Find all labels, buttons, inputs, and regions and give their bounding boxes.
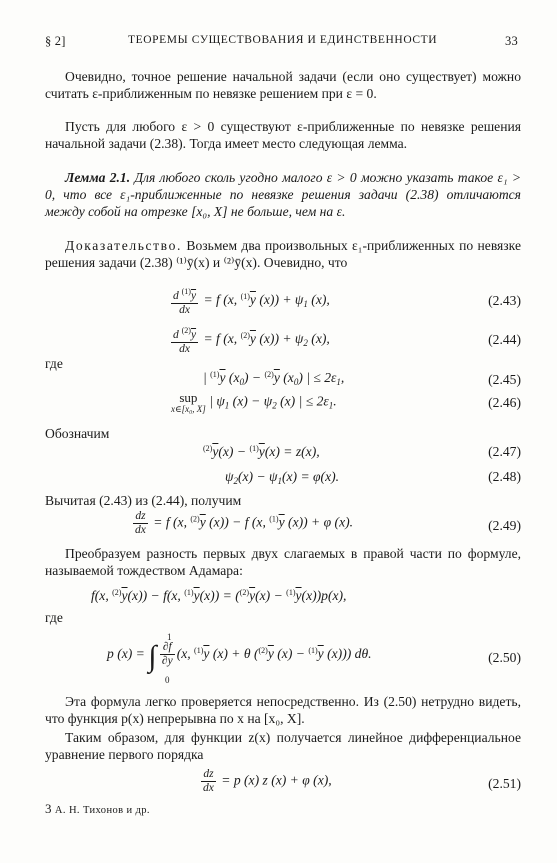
proof-paragraph: [45, 237, 521, 271]
lemma-2-1: [45, 169, 521, 221]
equation-2-49-formula: $\frac{dz}{dx}$ = f (x, $^{(2)}\overline{y}$ (x)) − f (x, $^{(1)}\overline{y}$ (x)) + φ (x).: [135, 510, 354, 536]
equation-hadamard: [45, 588, 521, 618]
integral-lower-limit: 0: [165, 675, 170, 685]
equation-hadamard-formula: f(x, $^{(2)}\overline{y}(x)) - f(x$, $^{(1)}\overline{y}(x)) = (^{(2)}\overline{y}(x) - ^{(1)}\overline{y}(x))p(x)$,: [91, 588, 347, 603]
equation-2-48-formula: $\psi_2(x) - \psi_1(x) = \varphi(x)$.: [225, 469, 340, 486]
header-title: ТЕОРЕМЫ СУЩЕСТВОВАНИЯ И ЕДИНСТВЕННОСТИ: [128, 34, 438, 46]
paragraph-exact-solution: Очевидно, точное решение начальной задачи (если оно существует) можно считать ε-приближенным по невязке решением при ε = 0.: [45, 69, 521, 102]
label-where: где: [45, 356, 63, 371]
integral-upper-limit: 1: [167, 632, 172, 642]
header-section: § 2]: [45, 34, 66, 48]
label-denote: Обозначим: [45, 426, 110, 441]
equation-number: (2.43): [488, 293, 521, 308]
equation-2-50-formula: p (x) = ∫ $\frac{\partial f}{\partial y}$ (x, $^{(1)}\overline{y}$ (x) + θ ($^{(2)}\overline{y}$ $(x) - ^{(1)}\overline{y}$ (x))) dθ.: [107, 640, 372, 673]
paragraph-suppose: Пусть для любого ε > 0 существуют ε-приближенные по невязке решения начальной задачи (2.38). Тогда имеет место следующая лемма.: [45, 119, 521, 152]
equation-2-47-formula: $^{(2)}\overline{y}(x) - ^{(1)}\overline{y}(x) = z(x)$,: [203, 444, 320, 459]
equation-2-43: [45, 285, 521, 315]
paragraph-continuity: Эта формула легко проверяется непосредственно. Из (2.50) нетрудно видеть, что функция p(x) непрерывна по x на [x₀, X].: [45, 694, 521, 727]
equation-2-43-formula: $\frac{d ^{(1)}\overline{y}}{dx}$ = f (x, $^{(1)}\overline{y}$ $(x)) + \psi_1$ (x),: [173, 287, 330, 316]
equation-2-51: [45, 768, 521, 798]
equation-number: (2.48): [488, 469, 521, 484]
equation-2-46: [45, 391, 521, 421]
equation-2-45-formula: | $^{(1)}\overline{y}$ $(x_0) - ^{(2)}\overline{y}$ $(x_0)$ | ≤ $2\varepsilon_1$,: [203, 370, 345, 387]
equation-number: (2.49): [488, 518, 521, 533]
signature-mark: 3: [45, 801, 52, 816]
equation-number: (2.47): [488, 444, 521, 459]
proof-text: Возьмем два произвольных ε₁-приближенных по невязке решения задачи (2.38) ⁽¹⁾ȳ(x) и ⁽²⁾ȳ(x). Очевидно, что: [45, 238, 521, 271]
footer-text: А. Н. Тихонов и др.: [54, 805, 150, 816]
lemma-title: Лемма 2.1.: [65, 170, 131, 185]
paragraph-linear-equation: Таким образом, для функции z(x) получается линейное дифференциальное уравнение первого порядка: [45, 730, 521, 763]
equation-number: (2.51): [488, 776, 521, 791]
equation-number: (2.44): [488, 332, 521, 347]
equation-2-44: [45, 324, 521, 354]
equation-2-50: [45, 632, 521, 684]
page-number: 33: [505, 34, 518, 48]
equation-2-49: [45, 510, 521, 540]
proof-word: Доказательство.: [65, 238, 183, 253]
equation-number: (2.46): [488, 395, 521, 410]
equation-2-51-formula: $\frac{dz}{dx}$ = p (x) z (x) + φ (x),: [203, 768, 332, 794]
equation-number: (2.45): [488, 372, 521, 387]
equation-2-46-formula: sup x∈[x₀, X] | $\psi_1$ $(x) - \psi_2$ (x) | ≤ $2\varepsilon_1$.: [171, 390, 337, 414]
equation-2-44-formula: $\frac{d ^{(2)}\overline{y}}{dx}$ = f (x, $^{(2)}\overline{y}$ $(x)) + \psi_2$ (x),: [173, 326, 330, 355]
label-subtracting: Вычитая (2.43) из (2.44), получим: [45, 493, 242, 508]
paragraph-hadamard: Преобразуем разность первых двух слагаемых в правой части по формуле, называемой тождеством Адамара:: [45, 546, 521, 579]
equation-number: (2.50): [488, 650, 521, 665]
label-where: где: [45, 610, 63, 625]
lemma-text: Для любого сколь угодно малого ε > 0 можно указать такое ε₁ > 0, что все ε₁-приближенные по невязке решения задачи (2.38) отличаются между собой на отрезке [x₀, X] не больше, чем на ε.: [45, 170, 522, 220]
footer-signature: [45, 801, 150, 817]
